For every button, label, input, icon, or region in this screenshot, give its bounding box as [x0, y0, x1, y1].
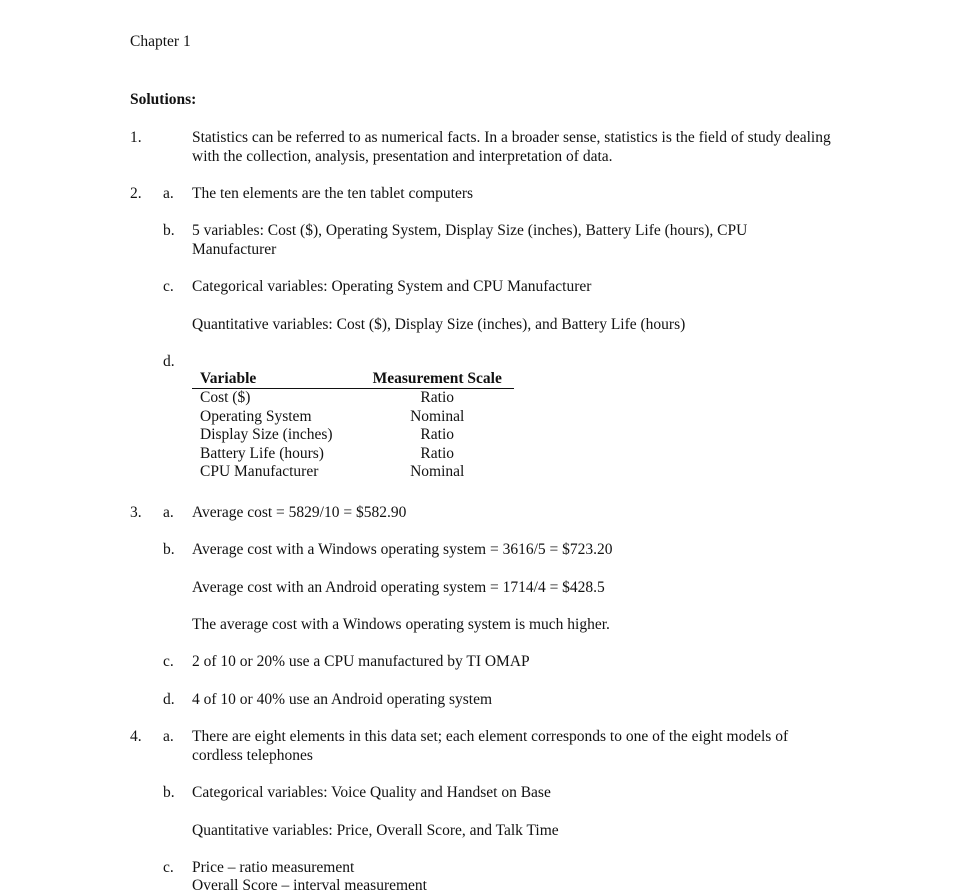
column-header-variable: Variable: [192, 370, 333, 389]
answer-text: Overall Score – interval measurement: [192, 877, 427, 894]
answer-text: Average cost = 5829/10 = $582.90: [192, 504, 407, 521]
answer-text: Average cost with an Android operating system = 1714/4 = $428.5: [192, 579, 605, 596]
answer-text: 2 of 10 or 20% use a CPU manufactured by TI OMAP: [192, 653, 530, 670]
scale-cell: Nominal: [410, 463, 465, 480]
question-number: 1.: [130, 129, 142, 146]
part-letter: b.: [163, 784, 175, 801]
table-row: [192, 408, 514, 427]
chapter-heading: Chapter 1: [130, 33, 191, 50]
table-row: [192, 445, 514, 464]
part-letter: a.: [163, 728, 174, 745]
table-row: [192, 463, 514, 482]
question-number: 4.: [130, 728, 142, 745]
part-letter: a.: [163, 185, 174, 202]
question-number: 2.: [130, 185, 142, 202]
answer-text: Quantitative variables: Price, Overall Score, and Talk Time: [192, 822, 559, 839]
variable-cell: Operating System: [200, 407, 312, 425]
variable-cell: Cost ($): [200, 389, 251, 406]
part-letter: c.: [163, 653, 174, 670]
solutions-heading: Solutions:: [130, 91, 197, 108]
column-header-scale: Measurement Scale: [333, 370, 514, 389]
table-header-row: [192, 370, 514, 389]
answer-text: Statistics can be referred to as numerical facts. In a broader sense, statistics is the field of study dealing with the collection, analysis, presentation and interpretation of data.: [192, 129, 831, 165]
part-letter: c.: [163, 859, 174, 876]
answer-text: The ten elements are the ten tablet computers: [192, 185, 474, 202]
measurement-scale-table: [192, 370, 514, 482]
variable-cell: Battery Life (hours): [200, 444, 324, 462]
variable-cell: Display Size (inches): [200, 426, 333, 443]
answer-text: 5 variables: Cost ($), Operating System, Display Size (inches), Battery Life (hours), CPU Manufacturer: [192, 222, 748, 258]
scale-cell: Ratio: [420, 444, 455, 462]
answer-text: There are eight elements in this data set; each element corresponds to one of the eight models of cordless telephones: [192, 728, 789, 764]
part-letter: d.: [163, 691, 175, 708]
answer-text: Categorical variables: Operating System and CPU Manufacturer: [192, 278, 592, 295]
answer-text: 4 of 10 or 40% use an Android operating system: [192, 691, 493, 708]
scale-cell: Ratio: [420, 426, 455, 443]
part-letter: c.: [163, 278, 174, 295]
part-letter: b.: [163, 541, 175, 558]
answer-text: Average cost with a Windows operating system = 3616/5 = $723.20: [192, 541, 613, 558]
question-number: 3.: [130, 504, 142, 521]
table-row: [192, 389, 514, 408]
answer-text: Categorical variables: Voice Quality and Handset on Base: [192, 784, 551, 801]
variable-cell: CPU Manufacturer: [200, 463, 319, 480]
table-row: [192, 426, 514, 445]
scale-cell: Nominal: [410, 407, 465, 425]
answer-text: The average cost with a Windows operating system is much higher.: [192, 616, 610, 633]
scale-cell: Ratio: [420, 389, 455, 406]
part-letter: d.: [163, 353, 175, 370]
part-letter: a.: [163, 504, 174, 521]
answer-text: Price – ratio measurement: [192, 859, 355, 876]
answer-text: Quantitative variables: Cost ($), Display Size (inches), and Battery Life (hours): [192, 316, 686, 333]
part-letter: b.: [163, 222, 175, 239]
